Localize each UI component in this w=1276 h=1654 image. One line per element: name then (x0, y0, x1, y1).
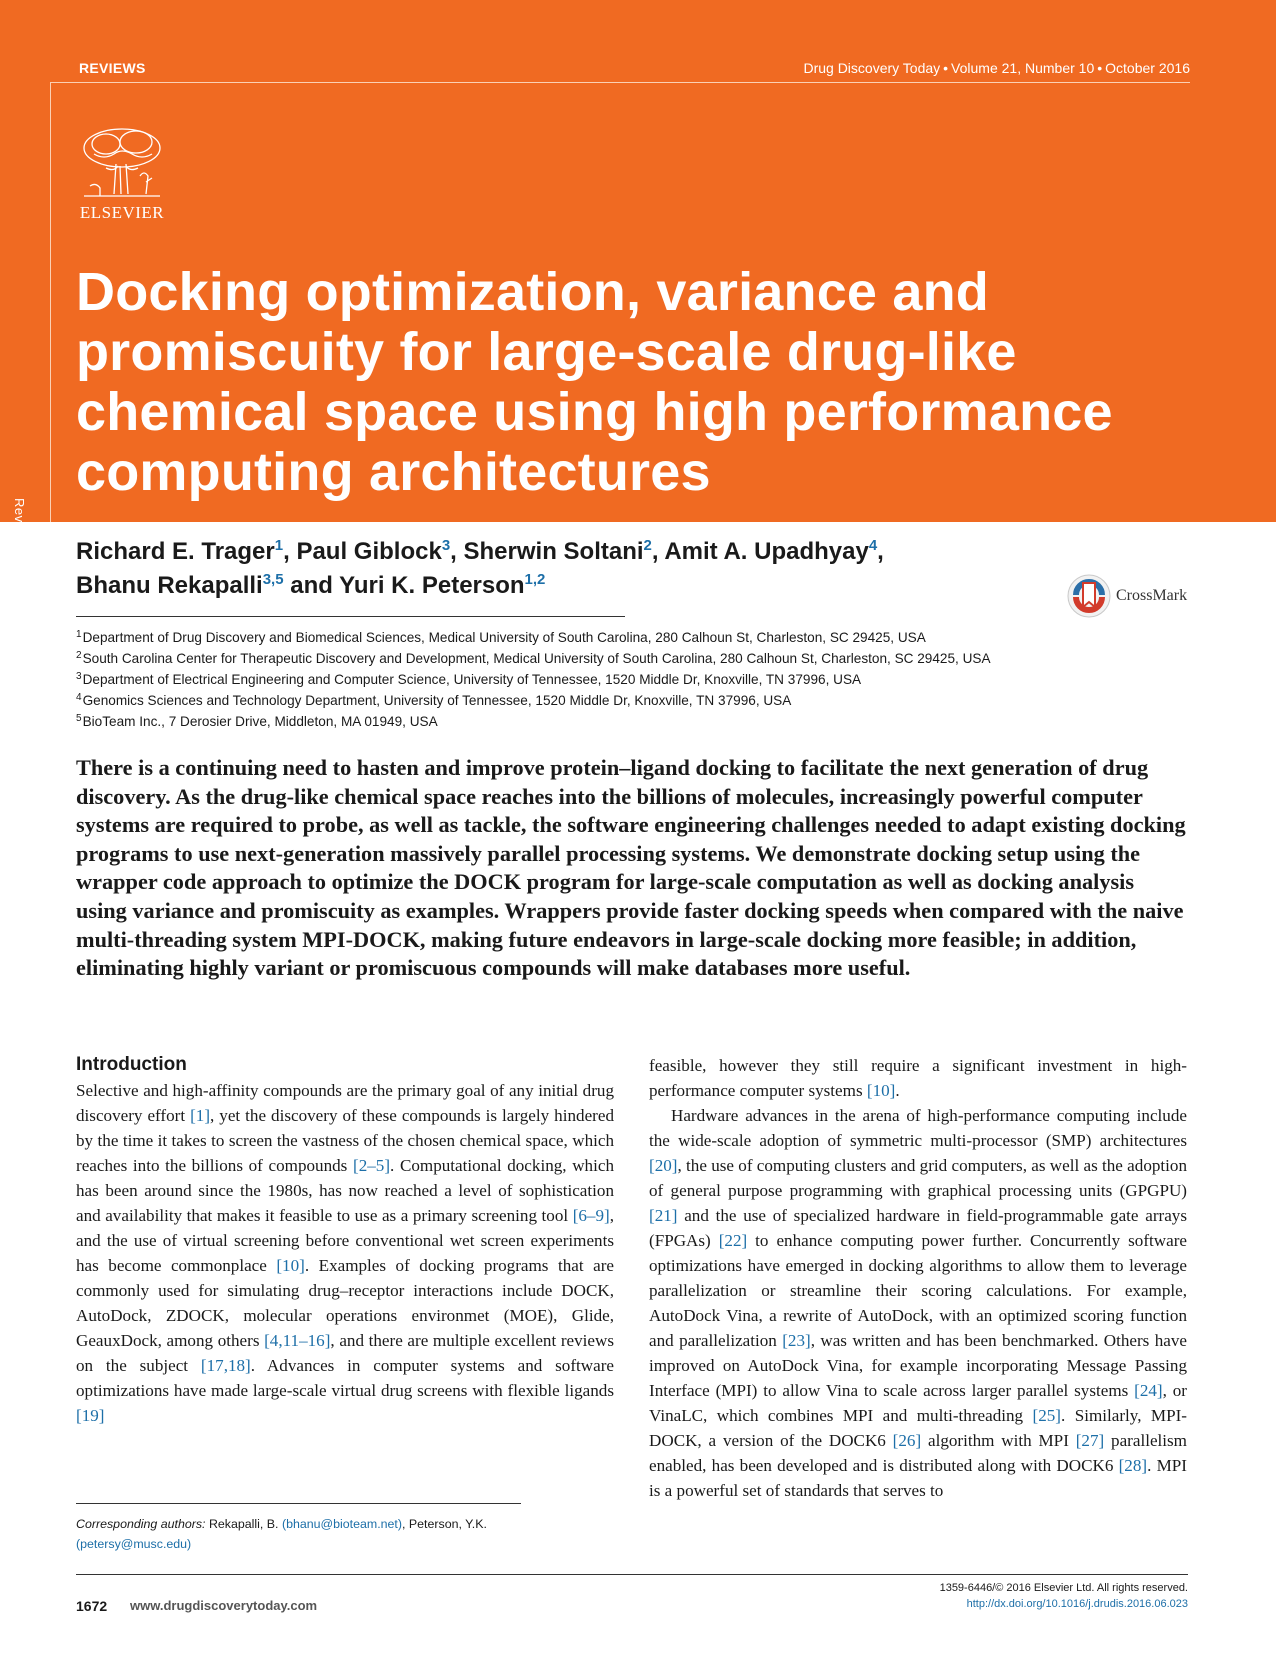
citation-link[interactable]: [10] (276, 1256, 305, 1275)
footer-rule (76, 1574, 1188, 1575)
affiliation: $^2$South Carolina Center for Therapeutic Discovery and Development, Medical University of South Carolina, 280 Calhoun St, Charleston, SC 29425, USA (76, 650, 991, 666)
band-left-rule (50, 82, 51, 522)
citation-link[interactable]: [20] (649, 1156, 678, 1175)
authors-rule (76, 616, 625, 617)
journal-volume: Volume 21, Number 10 (951, 60, 1095, 76)
article-title: Docking optimization, variance and promiscuity for large-scale drug-like chemical space using high performance computing architectures (76, 262, 1113, 502)
journal-name: Drug Discovery Today (803, 60, 941, 76)
footnote-rule (76, 1503, 521, 1504)
citation-link[interactable]: [24] (1134, 1381, 1163, 1400)
band-top-rule (50, 82, 1190, 83)
tree-icon (76, 124, 168, 202)
doi-link[interactable]: http://dx.doi.org/10.1016/j.drudis.2016.06.023 (966, 1598, 1188, 1610)
author[interactable]: Sherwin Soltani$^2$ (463, 537, 652, 565)
crossmark-label: CrossMark (1116, 587, 1188, 604)
abstract: There is a continuing need to hasten and improve protein–ligand docking to facilitate the next generation of drug discovery. As the drug-like chemical space reaches into the billions of molecules, increasingly powerful computer systems are required to probe, as well as tackle, the software engineering challenges needed to adapt existing docking programs to use next-generation massively parallel processing systems. We demonstrate docking setup using the wrapper code approach to optimize the DOCK program for large-scale computation as well as docking analysis using variance and promiscuity as examples. Wrappers provide faster docking speeds when compared with the naive multi-threading system MPI-DOCK, making future endeavors in large-scale docking more feasible; in addition, eliminating highly variant or promiscuous compounds will make databases more useful. (76, 755, 1186, 981)
citation-link[interactable]: [23] (782, 1331, 811, 1350)
author-list: Richard E. Trager$^1$, Paul Giblock$^3$, Sherwin Soltani$^2$, Amit A. Upadhyay$^4$, Bhanu Rekapalli$^{3,5}$ and Yuri K. Peterson$^{1,2}$ (76, 537, 884, 599)
body-column-left (76, 1052, 614, 1428)
author[interactable]: Amit A. Upadhyay$^4$ (664, 537, 878, 565)
copyright: 1359-6446/© 2016 Elsevier Ltd. All rights reserved. http://dx.doi.org/10.1016/j.drudis.2016.06.023 (939, 1582, 1188, 1610)
citation-link[interactable]: [6–9] (572, 1206, 610, 1225)
section-tag: REVIEWS (79, 60, 146, 76)
citation-link[interactable]: [17,18] (200, 1356, 251, 1375)
journal-date: October 2016 (1105, 60, 1190, 76)
author[interactable]: Richard E. Trager$^1$ (76, 537, 284, 565)
affiliation: $^3$Department of Electrical Engineering and Computer Science, University of Tennessee, 1520 Middle Dr, Knoxville, TN 37996, USA (76, 671, 862, 687)
website-link[interactable]: www.drugdiscoverytoday.com (130, 1598, 318, 1613)
author[interactable]: Paul Giblock$^3$ (296, 537, 451, 565)
author[interactable]: Yuri K. Peterson$^{1,2}$ (339, 571, 546, 599)
crossmark-icon (1066, 573, 1112, 619)
affiliations (76, 627, 1216, 732)
body-column-right (649, 1053, 1187, 1503)
side-label-category: INFORMATICS (12, 563, 27, 659)
citation-link[interactable]: [19] (76, 1406, 105, 1425)
corresponding-authors-footnote: Corresponding authors: Rekapalli, B. (bhanu@bioteam.net), Peterson, Y.K. (petersy@musc.edu) (76, 1517, 487, 1551)
journal-info: Drug Discovery Today • Volume 21, Number 10 • October 2016 (803, 60, 1190, 76)
citation-link[interactable]: [1] (190, 1106, 211, 1125)
page-number: 1672 (76, 1598, 108, 1614)
body-paragraph: Hardware advances in the arena of high-performance computing include the wide-scale adoption of symmetric multi-processor (SMP) architectures [20], the use of computing clusters and grid computers, as well as the adoption of general purpose programming with graphical processing units (GPGPU) [21] and the use of specialized hardware in field-programmable gate arrays (FPGAs) [22] to enhance computing power further. Concurrently software optimizations have emerged in docking algorithms to allow them to leverage parallelization or streamline their scoring calculations. For example, AutoDock Vina, a rewrite of AutoDock, with an optimized scoring function and parallelization [23], was written and has been benchmarked. Others have improved on AutoDock Vina, for example incorporating Message Passing Interface (MPI) to allow Vina to scale across larger parallel systems [24], or VinaLC, which combines MPI and multi-threading [25]. Similarly, MPI-DOCK, a version of the DOCK6 [26] algorithm with MPI [27] parallelism enabled, has been developed and is distributed along with DOCK6 [28]. MPI is a powerful set of standards that serves to (649, 1106, 1187, 1500)
citation-link[interactable]: [4,11–16] (264, 1331, 331, 1350)
citation-link[interactable]: [10] (866, 1081, 896, 1100)
email-link[interactable]: (petersy@musc.edu) (76, 1537, 192, 1551)
citation-link[interactable]: [2–5] (353, 1156, 391, 1175)
section-heading: Introduction (76, 1054, 187, 1075)
email-link[interactable]: (bhanu@bioteam.net) (281, 1517, 402, 1531)
citation-link[interactable]: [26] (892, 1431, 922, 1450)
affiliation: $^4$Genomics Sciences and Technology Department, University of Tennessee, 1520 Middle Dr, Knoxville, TN 37996, USA (76, 692, 792, 708)
logo-text: ELSEVIER (79, 203, 165, 222)
citation-link[interactable]: [25] (1032, 1406, 1061, 1425)
body-paragraph: Selective and high-affinity compounds are the primary goal of any initial drug discovery effort [1], yet the discovery of these compounds is largely hindered by the time it takes to screen the vastness of the chosen chemical space, which reaches into the billions of compounds [2–5]. Computational docking, which has been around since the 1980s, has now reached a level of sophistication and availability that makes it feasible to use as a primary screening tool [6–9], and the use of virtual screening before conventional wet screen experiments has become commonplace [10]. Examples of docking programs that are commonly used for simulating drug–receptor interactions include DOCK, AutoDock, ZDOCK, molecular operations environmet (MOE), Glide, GeauxDock, among others [4,11–16], and there are multiple excellent reviews on the subject [17,18]. Advances in computer systems and software optimizations have made large-scale virtual drug screens with flexible ligands [19] (76, 1081, 615, 1425)
body-paragraph: feasible, however they still require a significant investment in high-performance computer systems [10]. (649, 1056, 1187, 1100)
citation-link[interactable]: [22] (718, 1231, 748, 1250)
crossmark-badge[interactable] (1066, 573, 1187, 619)
elsevier-logo (76, 124, 168, 224)
affiliation: $^1$Department of Drug Discovery and Biomedical Sciences, Medical University of South Carolina, 280 Calhoun St, Charleston, SC 29425, USA (76, 629, 926, 645)
citation-link[interactable]: [27] (1075, 1431, 1105, 1450)
affiliation: $^5$BioTeam Inc., 7 Derosier Drive, Middleton, MA 01949, USA (76, 713, 438, 729)
author[interactable]: Bhanu Rekapalli$^{3,5}$ (76, 571, 284, 599)
citation-link[interactable]: [21] (649, 1206, 678, 1225)
side-label: Reviews • INFORMATICS (12, 498, 27, 659)
citation-link[interactable]: [28] (1118, 1456, 1148, 1475)
